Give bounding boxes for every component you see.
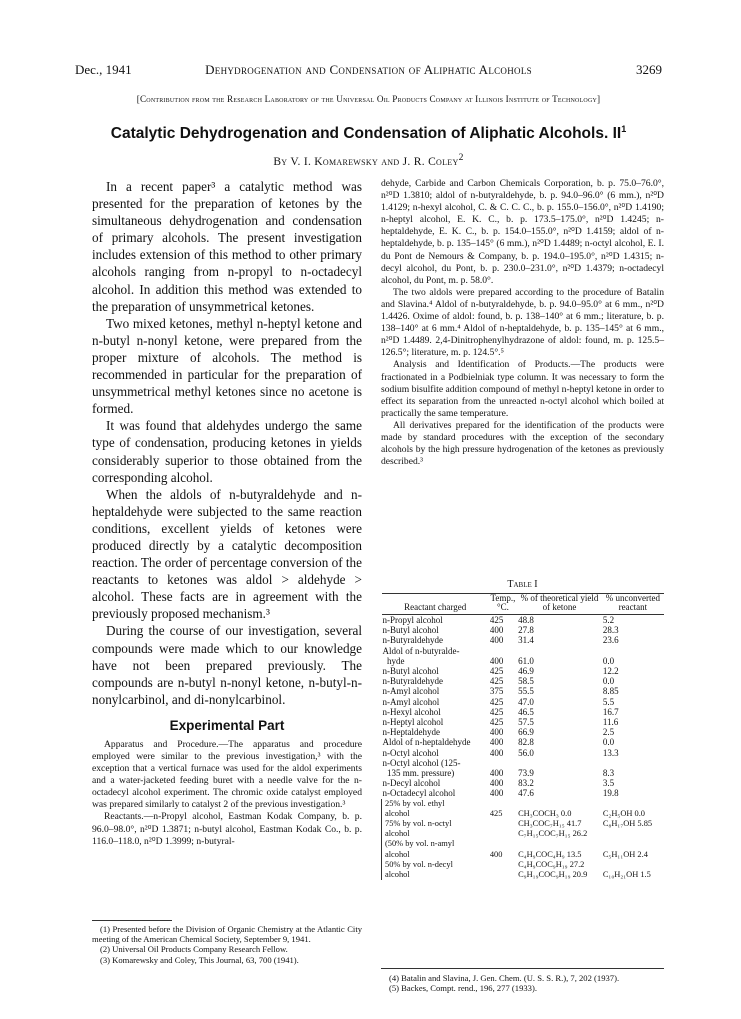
table-row (382, 778, 665, 788)
mixed-table-row (382, 839, 665, 849)
table-cell: C₁₀H₂₁OH 1.5 (602, 870, 651, 880)
table-cell: C₄H₉COC₄H₉ 13.5 (518, 849, 582, 859)
table-cell (489, 646, 517, 656)
table-cell (517, 839, 602, 849)
table-cell (517, 758, 602, 768)
table-cell: n-Amyl alcohol (382, 686, 440, 697)
table-cell: 55.5 (518, 686, 534, 697)
footnote: (3) Komarewsky and Coley, This Journal, 63, 700 (1941). (100, 954, 299, 965)
table-cell (489, 819, 517, 829)
mixed-table-row (382, 850, 665, 860)
table-cell: 82.8 (518, 737, 534, 748)
paragraph: dehyde, Carbide and Carbon Chemicals Corporation, b. p. 75.0–76.0°, n²⁰D 1.3810; aldol of n-butyraldehyde, b. p. 94.0–96.0° (6 mm.), n²⁰D 1.4129; n-hexyl alcohol, C. & C. C. C., b. p. 155.0–156.0°, n²⁰D 1.4190; n-heptyl alcohol, E. K. C., b. p. 173.5–175.0°, n²⁰D 1.4245; n-heptaldehyde, E. K. C., b. p. 154.0–155.0°, n²⁰D 1.4159; aldol of n-heptaldehyde, b. p. 135–145° (6 mm.), n²⁰D 1.4489; n-octyl alcohol, E. I. du Pont de Nemours & Company, b. p. 194.0–195.0°, n²⁰D 1.4315; n-decyl alcohol, du Pont, b. p. 230.0–231.0°, n²⁰D 1.4379; n-octadecyl alcohol, du Pont, m. p. 58.0°. (381, 178, 664, 286)
table-cell: n-Butyraldehyde (382, 676, 443, 687)
table-cell (602, 646, 664, 656)
column-header: Temp., °C. (489, 594, 517, 615)
table-cell: n-Butyraldehyde (382, 635, 443, 646)
table-cell: 425 (489, 696, 504, 707)
table-cell: hyde (382, 655, 405, 666)
table-cell: alcohol (382, 850, 489, 860)
table-cell: 61.0 (518, 655, 534, 666)
table-row (382, 625, 665, 635)
table-cell: 425 (489, 615, 504, 625)
table-cell: 400 (489, 727, 504, 738)
table-cell: 47.6 (518, 788, 534, 799)
paragraph: When the aldols of n-butyraldehyde and n-heptaldehyde were subjected to the same reaction conditions, excellent yields of ketones were produced directly by a catalytic decomposition reaction. The order of percentage conversion of the reactants to ketones was aldol > aldehyde > alcohol. These facts are in agreement with the previously proposed mechanism.³ (92, 486, 362, 622)
table-row (382, 748, 665, 758)
paragraph: Reactants.—n-Propyl alcohol, Eastman Kodak Company, b. p. 96.0–98.0°, n²⁰D 1.3871; n-butyl alcohol, Eastman Kodak Co., b. p. 116.0–118.0, n²⁰D 1.3999; n-butyral- (92, 811, 362, 847)
header-page-number: 3269 (636, 62, 662, 77)
table-cell: 27.8 (518, 625, 534, 636)
table-cell: 400 (489, 747, 504, 758)
table-cell: C₅H₁₁OH 2.4 (602, 849, 648, 859)
table-cell: 28.3 (602, 625, 619, 636)
table-cell (602, 860, 664, 870)
paragraph: It was found that aldehydes undergo the same type of condensation, producing ketones in yields considerably superior to those obtained from the corresponding alcohol. (92, 418, 362, 485)
table-cell (602, 839, 664, 849)
mixed-table-row (382, 860, 665, 870)
article-title (75, 124, 662, 143)
table-cell: 46.9 (518, 666, 534, 677)
table-cell: 400 (489, 768, 504, 779)
table-cell: 400 (489, 625, 504, 636)
table-cell: 23.6 (602, 635, 619, 646)
table-cell: alcohol (382, 829, 489, 839)
experimental-text (92, 739, 362, 848)
table-1 (381, 579, 664, 880)
table-cell: 50% by vol. n-decyl (382, 860, 489, 870)
table-cell: alcohol (382, 809, 489, 819)
table-cell: C₉H₁₉COC₉H₁₉ 20.9 (518, 870, 588, 880)
right-column (381, 178, 664, 468)
table-cell: 16.7 (602, 706, 619, 717)
table-cell: 83.2 (518, 778, 534, 789)
table-cell: 12.2 (602, 666, 619, 677)
table-body (382, 615, 665, 799)
header-running-title: Dehydrogenation and Condensation of Aliphatic Alcohols (205, 62, 532, 77)
byline (75, 152, 662, 168)
table-cell: 8.3 (602, 768, 615, 779)
paragraph: Apparatus and Procedure.—The apparatus and procedure employed were similar to the previous investigation,³ with the exception that a vertical furnace was used for the aldol experiments and a water-jacketed feeding buret with a needle valve for the n-octadecyl alcohol experiment. The chromic oxide catalyst employed was prepared similarly to catalyst 2 of the previous investigation.³ (92, 738, 362, 811)
table-cell: 8.85 (602, 686, 619, 697)
table-cell: 47.0 (518, 696, 534, 707)
table-cell: 400 (489, 655, 504, 666)
table-cell: C₄H₉COC₉H₁₉ 27.2 (518, 859, 585, 869)
table-cell (489, 870, 517, 880)
section-heading: Experimental Part (169, 717, 285, 733)
paragraph: Analysis and Identification of Products.—The products were fractionated in a Podbielniak type column. It was necessary to form the sodium bisulfite addition compound of methyl n-heptyl ketone in order to effect its separation from the unreacted n-octyl alcohol which boiled at practically the same temperature. (381, 359, 664, 419)
contribution-note: [Contribution from the Research Laboratory of the Universal Oil Products Company at Illinois Institute of Technology] (136, 94, 601, 104)
table-cell: 75% by vol. n-octyl (382, 819, 489, 829)
table-row (382, 737, 665, 747)
table-cell: 425 (489, 706, 504, 717)
table-row (382, 758, 665, 768)
table-cell (489, 860, 517, 870)
mixed-table-row (382, 870, 665, 880)
table-cell: 400 (489, 635, 504, 646)
table-row (382, 686, 665, 696)
column-header: % of theoretical yield of ketone (517, 594, 602, 615)
table-cell: 425 (489, 808, 503, 818)
table-row (382, 615, 665, 626)
table-cell: Aldol of n-butyralde- (382, 645, 460, 656)
table-row (382, 768, 665, 778)
table-caption: Table I (507, 579, 538, 590)
table-cell: 58.5 (518, 676, 534, 687)
table-cell: n-Heptaldehyde (382, 727, 440, 738)
table-cell (517, 799, 602, 809)
footnote: (1) Presented before the Division of Organic Chemistry at the Atlantic City meeting of the American Chemical Society, September 9, 1941. (92, 924, 362, 945)
table-cell: CH₃COC₇H₁₅ 41.7 (518, 819, 582, 829)
mixed-table-row (382, 809, 665, 819)
paragraph: The two aldols were prepared according to the procedure of Batalin and Slavina.⁴ Aldol of n-butyraldehyde, b. p. 94.0–95.0° at 6 mm., n²⁰D 1.4426. Oxime of aldol: found, b. p. 138–140° at 6 mm.; literature, b. p. 138–140° at 6 mm.⁴ Aldol of n-heptaldehyde, b. p. 135–145° at 6 mm., n²⁰D 1.4489. 2,4-Dinitrophenylhydrazone of aldol: found, m. p. 125.5–126.5°; literature, m. p. 124.5°.⁵ (381, 286, 664, 359)
table-cell: Aldol of n-heptaldehyde (382, 737, 471, 748)
table-cell: 375 (489, 686, 504, 697)
table-cell: 73.9 (518, 768, 534, 779)
table-cell: alcohol (382, 870, 489, 880)
table-cell: 3.5 (602, 778, 615, 789)
table-row (382, 656, 665, 666)
table-cell: 46.5 (518, 706, 534, 717)
table-cell: 135 mm. pressure) (382, 768, 455, 779)
table-cell (602, 799, 664, 809)
column-header: % unconverted reactant (602, 594, 664, 615)
footnote-rule-right (381, 968, 664, 969)
table-row (382, 717, 665, 727)
table-cell: C₂H₅OH 0.0 (602, 808, 645, 818)
table-cell: 19.8 (602, 788, 619, 799)
table-row (382, 635, 665, 645)
table-cell (602, 829, 664, 839)
header-date: Dec., 1941 (75, 62, 132, 77)
table-cell: 425 (489, 676, 504, 687)
article-title-text: Catalytic Dehydrogenation and Condensation of Aliphatic Alcohols. II (110, 125, 622, 143)
table-cell (489, 758, 517, 768)
table-cell: C₇H₁₅COC₇H₁₅ 26.2 (518, 829, 588, 839)
results-table (381, 593, 664, 880)
column-header: Reactant charged (382, 594, 489, 615)
table-cell: 57.5 (518, 717, 534, 728)
table-cell: 66.9 (518, 727, 534, 738)
intro-text (92, 178, 362, 708)
table-row (382, 727, 665, 737)
table-cell: 425 (489, 717, 504, 728)
running-header (75, 62, 662, 80)
table-cell: n-Propyl alcohol (382, 615, 443, 625)
footnotes-left (92, 924, 362, 965)
table-cell: n-Octyl alcohol (125- (382, 757, 461, 768)
table-cell: 11.6 (602, 717, 619, 728)
table-cell: C₈H₁₇OH 5.85 (602, 819, 653, 829)
table-cell: 48.8 (518, 615, 534, 625)
table-cell: n-Butyl alcohol (382, 666, 439, 677)
table-cell: (50% by vol. n-amyl (382, 839, 489, 849)
table-cell (489, 839, 517, 849)
mixed-table-row (382, 799, 665, 809)
table-cell: 425 (489, 666, 504, 677)
table-header-row (382, 594, 665, 615)
paragraph: During the course of our investigation, several compounds were made which to our knowledge have not been prepared previously. The compounds are n-butyl n-nonyl ketone, n-butyl-n-nonylcarbinol, and di-nonylcarbinol. (92, 623, 362, 707)
mixed-table-row (382, 829, 665, 839)
table-cell: n-Heptyl alcohol (382, 717, 444, 728)
table-row (382, 697, 665, 707)
title-footnote-marker: 1 (621, 124, 627, 134)
mixed-table-row (382, 819, 665, 829)
table-row (382, 676, 665, 686)
left-column (92, 178, 362, 848)
table-cell: n-Decyl alcohol (382, 778, 441, 789)
table-cell: n-Amyl alcohol (382, 696, 440, 707)
table-cell: 400 (489, 737, 504, 748)
table-cell: n-Octadecyl alcohol (382, 788, 456, 799)
table-row (382, 788, 665, 798)
table-cell: 56.0 (518, 747, 534, 758)
paragraph: Two mixed ketones, methyl n-heptyl ketone and n-butyl n-nonyl ketone, were prepared from the proper mixture of alcohols. The method is recommended in particular for the preparation of unsymmetrical methyl ketones since no acetone is formed. (92, 315, 362, 417)
table-cell: n-Butyl alcohol (382, 625, 439, 636)
table-cell: 31.4 (518, 635, 534, 646)
table-cell: 400 (489, 778, 504, 789)
table-body-mixed (382, 799, 665, 881)
table-cell (489, 829, 517, 839)
table-cell: 2.5 (602, 727, 615, 738)
table-row (382, 646, 665, 656)
table-cell: 25% by vol. ethyl (382, 799, 489, 809)
paragraph: In a recent paper³ a catalytic method was presented for the preparation of ketones by the simultaneous dehydrogenation and condensation of primary alcohols. The present investigation includes extension of this method to other primary alcohols ranging from n-propyl to n-octadecyl alcohol. In addition this method was extended to the preparation of unsymmetrical ketones. (92, 179, 362, 314)
table-cell: 5.5 (602, 696, 615, 707)
byline-footnote-marker: 2 (458, 152, 464, 163)
table-row (382, 666, 665, 676)
table-cell: 13.3 (602, 747, 619, 758)
footnote: (5) Backes, Compt. rend., 196, 277 (1933). (389, 983, 537, 994)
byline-text: By V. I. Komarewsky and J. R. Coley (273, 155, 459, 168)
table-row (382, 707, 665, 717)
footnotes-right (381, 973, 664, 993)
footnote: (4) Batalin and Slavina, J. Gen. Chem. (U. S. S. R.), 7, 202 (1937). (389, 973, 620, 983)
table-cell: 400 (489, 849, 503, 859)
table-cell: 0.0 (602, 737, 615, 748)
table-cell: 0.0 (602, 655, 615, 666)
table-cell: 5.2 (602, 615, 615, 625)
footnote: (2) Universal Oil Products Company Research Fellow. (100, 944, 288, 955)
table-cell: n-Hexyl alcohol (382, 706, 441, 717)
table-cell: n-Octyl alcohol (382, 747, 439, 758)
paragraph: All derivatives prepared for the identification of the products were made by standard procedures with the exception of the secondary alcohols by the high pressure hydrogenation of the ketones as previously described.³ (381, 419, 664, 468)
table-cell: CH₃COCH₃ 0.0 (518, 808, 572, 818)
table-cell (489, 799, 517, 809)
table-cell (517, 646, 602, 656)
footnote-rule (92, 920, 172, 921)
table-cell: 0.0 (602, 676, 615, 687)
table-cell (602, 758, 664, 768)
table-cell: 400 (489, 788, 504, 799)
